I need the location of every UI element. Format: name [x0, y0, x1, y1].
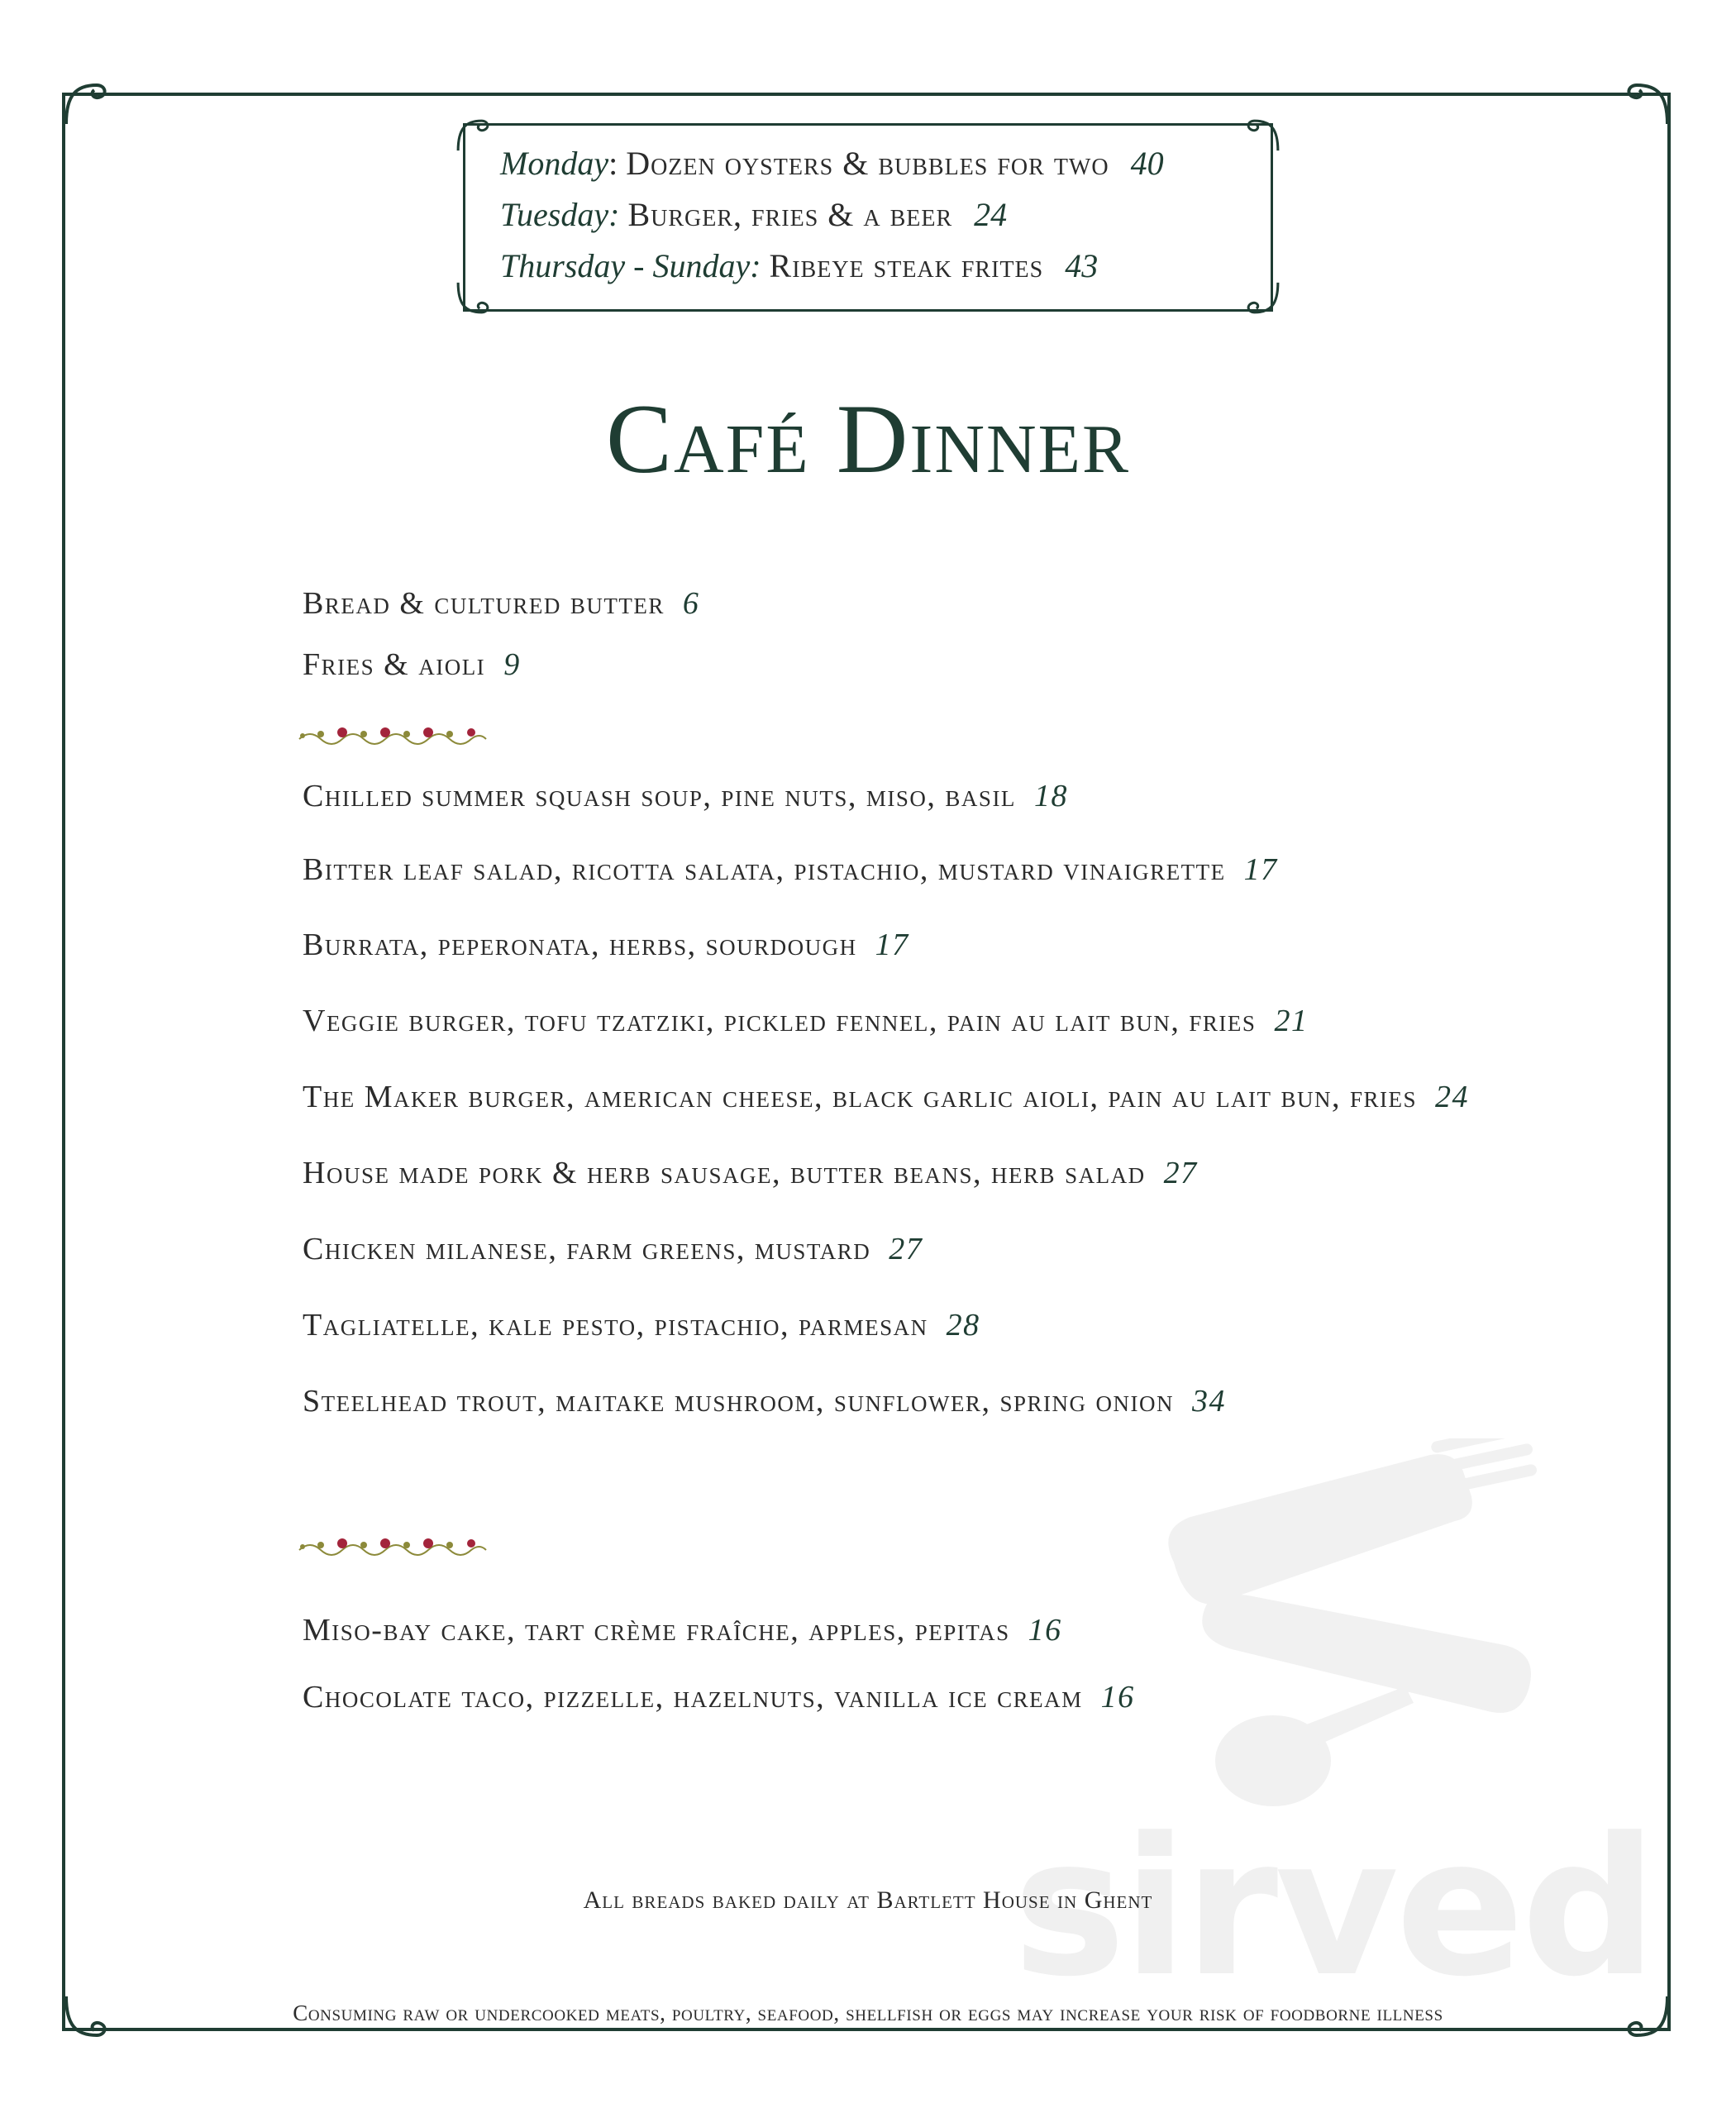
menu-item-price: 9	[503, 647, 521, 682]
special-day: Monday	[500, 145, 609, 182]
menu-item-name: Bread & cultured butter	[303, 586, 665, 621]
menu-item-name: Fries & aioli	[303, 647, 486, 682]
menu-item	[303, 1003, 1308, 1039]
menu-item-price: 21	[1274, 1004, 1309, 1038]
weekly-specials-box	[463, 123, 1273, 312]
special-line: Monday: Dozen oysters & bubbles for two 40	[500, 145, 1164, 182]
menu-item	[303, 1307, 980, 1343]
menu-item-name: Burrata, peperonata, herbs, sourdough	[303, 928, 857, 962]
menu-item-price: 34	[1191, 1384, 1226, 1419]
bakery-note: All breads baked daily at Bartlett House in Ghent	[583, 1886, 1153, 1914]
menu-item-name: Veggie burger, tofu tzatziki, pickled fennel, pain au lait bun, fries	[303, 1004, 1257, 1038]
special-item: Burger, fries & a beer	[627, 196, 953, 233]
menu-item-price: 18	[1033, 779, 1068, 813]
menu-item	[303, 1679, 1135, 1715]
special-price: 40	[1130, 145, 1164, 182]
corner-flourish-icon	[453, 116, 491, 154]
menu-item	[303, 851, 1278, 888]
special-line	[500, 246, 1098, 285]
menu-item	[303, 1612, 1062, 1648]
menu-item-price: 17	[1243, 852, 1278, 887]
menu-item-name: Tagliatelle, kale pesto, pistachio, parmesan	[303, 1308, 928, 1343]
menu-item-name: The Maker burger, american cheese, black garlic aioli, pain au lait bun, fries	[303, 1080, 1418, 1114]
corner-flourish-icon	[1624, 79, 1674, 128]
menu-item	[303, 778, 1068, 814]
floral-divider-icon	[298, 1533, 488, 1557]
menu-item	[303, 646, 521, 683]
special-price: 43	[1065, 247, 1099, 284]
menu-item-price: 16	[1100, 1680, 1135, 1715]
special-day: Thursday - Sunday:	[500, 247, 761, 284]
special-price: 24	[974, 196, 1008, 233]
menu-item-price: 24	[1435, 1080, 1470, 1114]
menu-item-price: 27	[1163, 1156, 1198, 1190]
menu-item-name: Bitter leaf salad, ricotta salata, pistachio, mustard vinaigrette	[303, 852, 1226, 887]
corner-flourish-icon	[60, 79, 109, 128]
watermark-text: sirved	[1013, 1798, 1654, 2019]
menu-item-name: Chocolate taco, pizzelle, hazelnuts, vanilla ice cream	[303, 1680, 1083, 1715]
special-line	[500, 195, 1007, 234]
floral-divider-icon	[298, 723, 488, 746]
menu-item-price: 17	[875, 928, 909, 962]
page-title: Café Dinner	[605, 384, 1131, 494]
menu-item-name: Miso-bay cake, tart crème fraîche, apples, pepitas	[303, 1613, 1010, 1648]
corner-flourish-icon	[453, 279, 491, 317]
menu-item-price: 27	[889, 1232, 923, 1266]
menu-item-price: 16	[1028, 1613, 1062, 1648]
menu-item-name: Steelhead trout, maitake mushroom, sunflower, spring onion	[303, 1384, 1174, 1419]
special-item: Dozen oysters & bubbles for two	[626, 145, 1109, 182]
menu-item-price: 28	[946, 1308, 980, 1343]
menu-item-name: Chilled summer squash soup, pine nuts, miso, basil	[303, 779, 1016, 813]
menu-item	[303, 1231, 923, 1267]
menu-item	[303, 1383, 1226, 1419]
menu-item	[303, 927, 909, 963]
menu-item	[303, 1079, 1469, 1115]
special-day: Tuesday:	[500, 196, 620, 233]
fork-spoon-icon	[1157, 1438, 1587, 1819]
corner-flourish-icon	[1245, 116, 1283, 154]
menu-item-name: Chicken milanese, farm greens, mustard	[303, 1232, 871, 1266]
special-item: Ribeye steak frites	[769, 247, 1044, 284]
menu-item-price: 6	[682, 586, 700, 621]
menu-item	[303, 585, 699, 622]
menu-item	[303, 1155, 1198, 1191]
corner-flourish-icon	[1245, 279, 1283, 317]
menu-item-name: House made pork & herb sausage, butter beans, herb salad	[303, 1156, 1146, 1190]
health-warning: Consuming raw or undercooked meats, poultry, seafood, shellfish or eggs may increase your risk of foodborne illness	[293, 2001, 1443, 2025]
